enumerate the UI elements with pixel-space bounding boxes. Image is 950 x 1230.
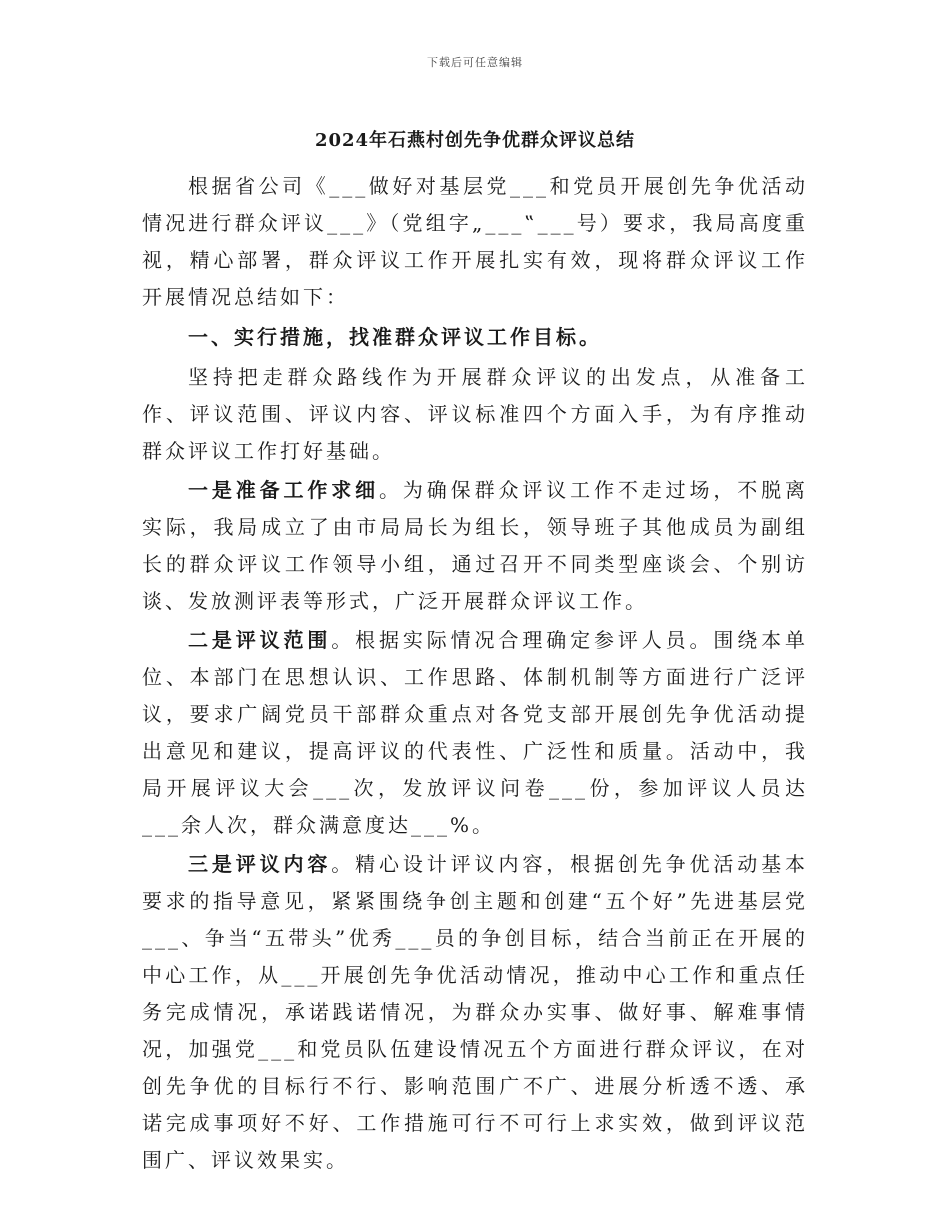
item-body-2: 。根据实际情况合理确定参评人员。围绕本单位、本部门在思想认识、工作思路、体制机制等方面进行广泛评议，要求广阔党员干部群众重点对各党支部开展创先争优活动提出意见和建议，提高评议的代表性、广泛性和质量。活动中，我局开展评议大会___次，发放评议问卷___份，参加评议人员达___余人次，群众满意度达___%。: [142, 628, 809, 837]
intro-paragraph: 根据省公司《___做好对基层党___和党员开展创先争优活动情况进行群众评议___》（党组字„___‟___号）要求，我局高度重视，精心部署，群众评议工作开展扎实有效，现将群众评议工作开展情况总结如下：: [142, 174, 808, 309]
page-title: 2024年石燕村创先争优群众评议总结: [314, 130, 636, 151]
header-note: 下载后可任意编辑: [427, 56, 523, 69]
item-body-1: 。为确保群众评议工作不走过场，不脱离实际，我局成立了由市局局长为组长，领导班子其他成员为副组长的群众评议工作领导小组，通过召开不同类型座谈会、个别访谈、发放测评表等形式，广泛开展群众评议工作。: [142, 478, 809, 613]
document-body: [142, 168, 808, 1181]
item-body-3: 。精心设计评议内容，根据创先争优活动基本要求的指导意见，紧紧围绕争创主题和创建“五个好”先进基层党___、争当“五带头”优秀___员的争创目标，结合当前正在开展的中心工作，从___开展创先争优活动情况，推动中心工作和重点任务完成情况，承诺践诺情况，为群众办实事、做好事、解难事情况，加强党___和党员队伍建设情况五个方面进行群众评议，在对创先争优的目标行不行、影响范围广不广、进展分析透不透、承诺完成事项好不好、工作措施可行不可行上求实效，做到评议范围广、评议效果实。: [142, 852, 809, 1172]
item-paragraph-2: [142, 622, 808, 844]
item-lead-1: 一是准备工作求细: [188, 478, 380, 502]
item-lead-2: 二是评议范围: [188, 628, 332, 652]
section-paragraph: 坚持把走群众路线作为开展群众评议的出发点，从准备工作、评议范围、评议内容、评议标准四个方面入手，为有序推动群众评议工作打好基础。: [142, 365, 808, 463]
item-paragraph-1: [142, 472, 808, 620]
item-paragraph-3: [142, 846, 808, 1179]
item-lead-3: 三是评议内容: [188, 852, 332, 876]
section-heading: 一、实行措施，找准群众评议工作目标。: [188, 325, 602, 349]
